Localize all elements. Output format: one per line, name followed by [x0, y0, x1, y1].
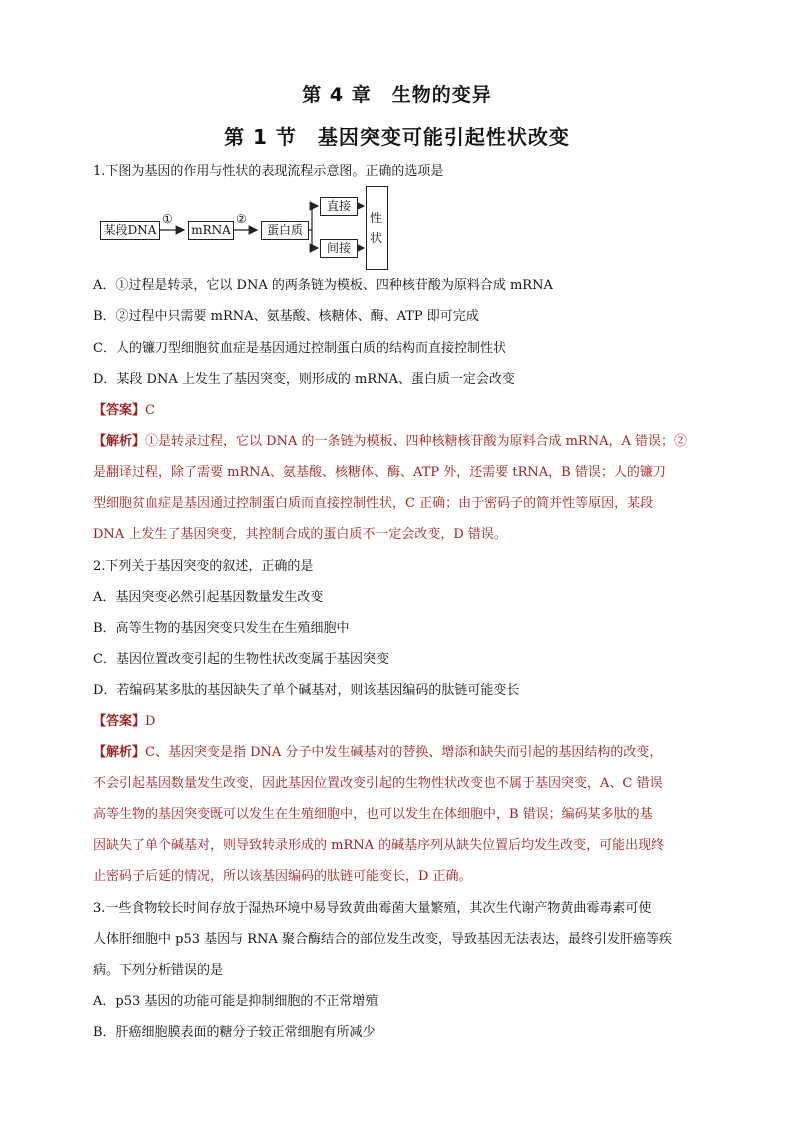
- answer-label: 【答案】: [93, 403, 146, 418]
- q1-analysis-line: 是翻译过程，除了需要 mRNA、氨基酸、核糖体、酶、ATP 外，还需要 tRNA，B 错误；人的镰刀: [93, 465, 666, 480]
- q1-analysis-line: 型细胞贫血症是基因通过控制蛋白质而直接控制性状，C 正确；由于密码子的简并性等原因，某段: [93, 496, 654, 511]
- trait-label-bottom: 状: [369, 231, 382, 245]
- mrna-box: mRNA: [188, 221, 234, 240]
- step1-label: ①: [162, 212, 173, 226]
- analysis-text: C、基因突变是指 DNA 分子中发生碱基对的替换、增添和缺失而引起的基因结构的改变，: [145, 745, 663, 760]
- gene-flow-diagram: [100, 186, 400, 276]
- q2-analysis-line: 高等生物的基因突变既可以发生在生殖细胞中，也可以发生在体细胞中，B 错误；编码某多肽的基: [93, 807, 653, 822]
- analysis-label: 【解析】: [93, 434, 146, 449]
- q2-analysis-line: [93, 743, 662, 763]
- q2-option-d: D．若编码某多肽的基因缺失了单个碱基对，则该基因编码的肽链可能变长: [93, 683, 520, 698]
- q1-answer: [93, 401, 155, 421]
- dna-box: 某段DNA: [100, 221, 160, 240]
- q3-option-a: A．p53 基因的功能可能是抑制细胞的不正常增殖: [93, 994, 379, 1009]
- q1-analysis-line: [93, 432, 687, 452]
- q2-analysis-line: 止密码子后延的情况，所以该基因编码的肽链可能变长，D 正确。: [93, 869, 472, 884]
- q1-option-b: B．②过程中只需要 mRNA、氨基酸、核糖体、酶、ATP 即可完成: [93, 309, 479, 324]
- step2-label: ②: [236, 212, 247, 226]
- q1-option-d: D．某段 DNA 上发生了基因突变，则形成的 mRNA、蛋白质一定会改变: [93, 372, 515, 387]
- q1-option-c: C．人的镰刀型细胞贫血症是基因通过控制蛋白质的结构而直接控制性状: [93, 341, 506, 356]
- analysis-text: ①是转录过程，它以 DNA 的一条链为模板、四种核糖核苷酸为原料合成 mRNA，A 错误；②: [145, 434, 687, 449]
- q2-stem: 2.下列关于基因突变的叙述，正确的是: [93, 559, 314, 574]
- answer-value: D: [145, 714, 156, 729]
- q1-option-a: A．①过程是转录，它以 DNA 的两条链为模板、四种核苷酸为原料合成 mRNA: [93, 278, 553, 293]
- direct-box: 直接: [320, 197, 358, 216]
- q3-option-b: B．肝癌细胞膜表面的糖分子较正常细胞有所减少: [93, 1025, 376, 1040]
- q2-option-c: C．基因位置改变引起的生物性状改变属于基因突变: [93, 652, 389, 667]
- q2-option-a: A．基因突变必然引起基因数量发生改变: [93, 590, 324, 605]
- protein-box: 蛋白质: [261, 221, 309, 240]
- answer-label: 【答案】: [93, 714, 146, 729]
- section-title: 第 1 节 基因突变可能引起性状改变: [224, 125, 570, 149]
- q3-stem-line: 3.一些食物较长时间存放于湿热环境中易导致黄曲霉菌大量繁殖，其次生代谢产物黄曲霉毒素可使: [93, 901, 652, 916]
- q1-stem: 1.下图为基因的作用与性状的表现流程示意图。正确的选项是: [93, 164, 444, 179]
- trait-label-top: 性: [369, 211, 382, 225]
- q1-analysis-line: DNA 上发生了基因突变，其控制合成的蛋白质不一定会改变，D 错误。: [93, 527, 507, 542]
- q2-analysis-line: 因缺失了单个碱基对，则导致转录形成的 mRNA 的碱基序列从缺失位置后均发生改变，可能出现终: [93, 838, 665, 853]
- q2-answer: [93, 712, 155, 732]
- chapter-title: 第 4 章 生物的变异: [302, 84, 492, 106]
- indirect-box: 间接: [320, 239, 358, 258]
- q3-stem-line: 病。下列分析错误的是: [93, 963, 224, 978]
- q2-option-b: B．高等生物的基因突变只发生在生殖细胞中: [93, 621, 350, 636]
- q3-stem-line: 人体肝细胞中 p53 基因与 RNA 聚合酶结合的部位发生改变，导致基因无法表达，最终引发肝癌等疾: [93, 932, 672, 947]
- analysis-label: 【解析】: [93, 745, 146, 760]
- q2-analysis-line: 不会引起基因数量发生改变，因此基因位置改变引起的生物性状改变也不属于基因突变，A、C 错误: [93, 776, 663, 791]
- answer-value: C: [145, 403, 155, 418]
